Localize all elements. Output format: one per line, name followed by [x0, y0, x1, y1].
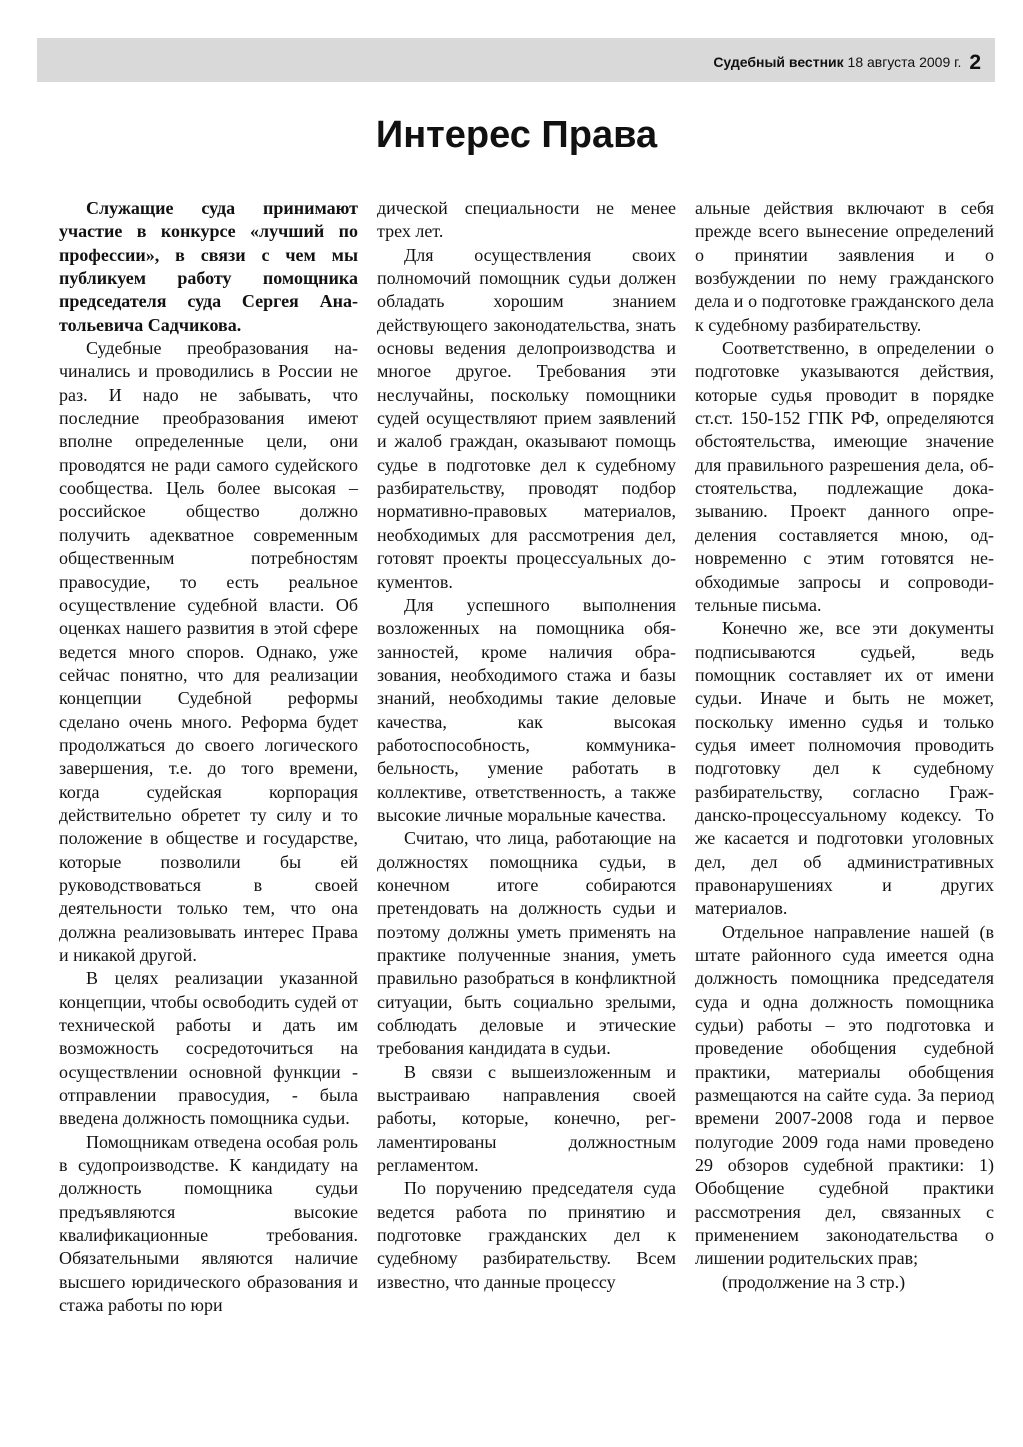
paragraph: Отдельное направление нашей (в штате районного суда имеется одна должность помощника председателя суда и одна должность помощника судьи) работы – это подготовка и проведение обобщения судебной практики, материалы обобщения размещаются на сайте суда. За период времени 2007-2008 года и первое полугодие 2009 года нами проведено 29 обзоров судебной практики: 1) Обобщение судебной практики рассмотрения дел, связанных с применением законодательства о лишении родительских прав; — [695, 921, 994, 1269]
paragraph: Для успешного выполнения возложенных на помощника обязанностей, кроме наличия образования, необходимого стажа и базы знаний, необходимы такие деловые качества, как высокая работоспособность, коммуникабельность, умение работать в коллективе, ответственность, а также высокие личные моральные качества. — [377, 594, 676, 825]
paragraph: Помощникам отведена особая роль в судопроизводстве. К кандидату на должность помощника судьи предъявляются высокие квалификационные требования. Обязательными являются наличие высшего юридического образования и стажа работы по юри — [59, 1131, 358, 1316]
paragraph: Считаю, что лица, работающие на должностях помощника судьи, в конечном итоге собираются претендовать на должность судьи и поэтому должны уметь применять на практике полученные знания, уметь правильно разобраться в конфликтной ситуации, быть социально зрелыми, соблюдать деловые и этические требования кандидата в судьи. — [377, 828, 676, 1059]
paragraph: Конечно же, все эти документы подписываются судьей, ведь помощник составляет их от имени судьи. Иначе и быть не может, поскольку именно судья и только судья имеет полномочия проводить подготовку дел к судебному разбирательству, согласно Гражданско-процессуальному кодексу. То же касается и подготовки уголовных дел, дел об административных правонарушениях и других материалов. — [695, 618, 994, 919]
page-number: 2 — [969, 51, 981, 74]
paragraph: Для осуществления своих полномочий помощник судьи должен обладать хорошим знанием действующего законодательства, знать основы ведения делопроизводства и многое другое. Требования эти неслучайны, поскольку помощники судей осуществляют прием заявлений и жалоб граждан, оказывают помощь судье в подготовке дел к судебному разбирательству, проводят подбор нормативно-правовых материалов, необходимых для рассмотрения дел, готовят проекты процессуальных документов. — [377, 244, 676, 592]
paragraph: Судебные преобразования начинались и проводились в России не раз. И надо не забывать, что последние преобразования имеют вполне определенные цели, они проводятся не ради самого судейского сообщества. Цель более высокая – российское общество должно получить адекватное современным общественным потребностям правосудие, то есть реальное осуществление судебной власти. Об оценках нашего развития в этой сфере ведется много споров. Однако, уже сейчас понятно, что для реализации концепции Судебной реформы сделано очень много. Реформа будет продолжаться до своего логического завершения, т.е. до того времени, когда судейская корпорация действительно обретет ту силу и то положение в обществе и государстве, которые позволили бы ей руководствоваться в своей деятельности только тем, что она должна реализовывать интерес Права и никакой другой. — [59, 338, 358, 965]
lead-paragraph: Служащие суда принимают участие в конкурсе «лучший по профессии», в связи с чем мы публикуем работу помощника председателя суда Сергея Анатольевича Садчикова. — [59, 198, 358, 335]
text-column-3 — [695, 197, 994, 1294]
header-band — [37, 38, 995, 82]
paragraph-continued: альные действия включают в себя прежде всего вынесение определений о принятии заявления и о возбуждении по нему гражданского дела и о подготовке гражданского дела к судебному разбирательству. — [695, 198, 994, 335]
continued-note: (продолжение на 3 стр.) — [722, 1271, 906, 1292]
text-column-1 — [59, 197, 358, 1318]
issue-date: 18 августа 2009 г. — [847, 54, 962, 70]
paragraph: Соответственно, в определении о подготовке указываются действия, которые судья проводит в порядке ст.ст. 150-152 ГПК РФ, определяются обстоятельства, имеющие значение для правильного разрешения дела, обстоятельства, подлежащие доказыванию. Проект данного определения составляется мною, одновременно с этим готовятся необходимые запросы и сопроводительные письма. — [695, 338, 994, 615]
article-title: Интерес Права — [375, 114, 658, 156]
publication-name: Судебный вестник — [713, 54, 844, 70]
paragraph-continued: дической специальности не менее трех лет. — [377, 198, 676, 242]
paragraph: По поручению председателя суда ведется работа по принятию и подготовке гражданских дел к судебному разбирательству. Всем известно, что данные процессу — [377, 1178, 676, 1292]
running-header — [713, 49, 981, 73]
paragraph: В связи с вышеизложенным и выстраиваю направления своей работы, которые, конечно, регламентированы должностным регламентом. — [377, 1061, 676, 1176]
text-column-2 — [377, 197, 676, 1294]
paragraph: В целях реализации указанной концепции, чтобы освободить судей от технической работы и дать им возможность сосредоточиться на осуществлении основной функции - отправлении правосудия, - была введена должность помощника судьи. — [59, 968, 358, 1129]
